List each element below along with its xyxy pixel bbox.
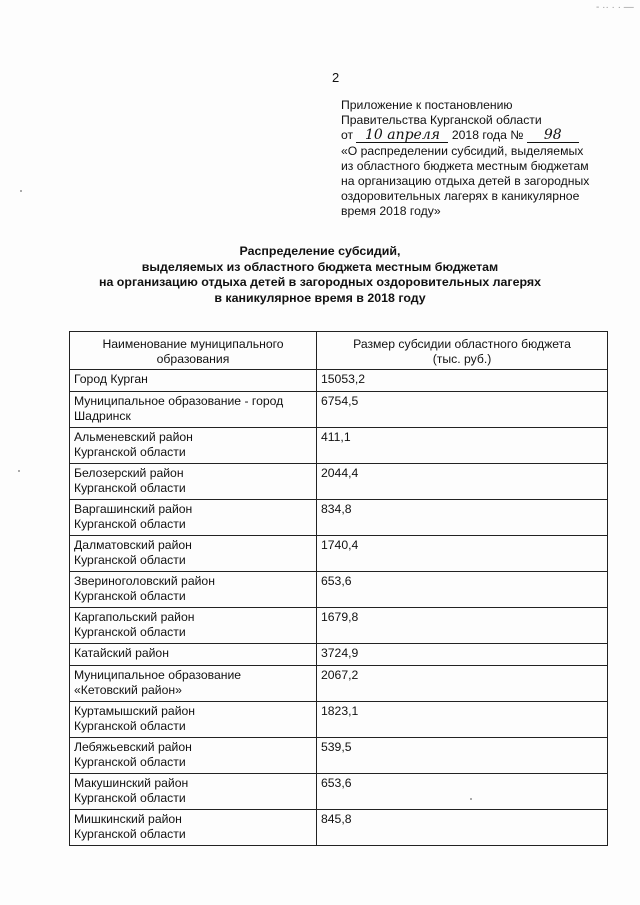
subsidy-table: [69, 331, 608, 846]
municipality-cell: [70, 774, 317, 810]
municipality-name-line: Курганской области: [74, 588, 186, 603]
table-row: [70, 370, 608, 392]
municipality-name-line: Курганской области: [74, 552, 186, 567]
municipality-name-line: Мишкинский район: [74, 812, 182, 826]
municipality-name-line: Курганской области: [74, 480, 186, 495]
table-row: [70, 500, 608, 536]
subsidy-value-cell: 653,6: [317, 774, 608, 810]
table-row: [70, 774, 608, 810]
municipality-name-line: Каргапольский район: [74, 610, 195, 624]
header-text: Наименование муниципального: [102, 337, 284, 351]
municipality-cell: [70, 702, 317, 738]
municipality-name-line: Курганской области: [74, 754, 186, 769]
appendix-line: «О распределении субсидий, выделяемых: [341, 143, 584, 158]
subsidy-value-cell: 653,6: [317, 572, 608, 608]
municipality-name-line: Куртамышский район: [74, 704, 196, 718]
subsidy-value-cell: 2067,2: [317, 666, 608, 702]
table-row: [70, 428, 608, 464]
municipality-name-line: Макушинский район: [74, 776, 189, 790]
municipality-name-line: Муниципальное образование: [74, 668, 242, 682]
municipality-cell: [70, 428, 317, 464]
subsidy-value-cell: 539,5: [317, 738, 608, 774]
municipality-cell: [70, 572, 317, 608]
table-row: [70, 702, 608, 738]
title-line: на организацию отдыха детей в загородных оздоровительных лагерях: [98, 275, 541, 290]
appendix-line: Правительства Курганской области: [341, 113, 542, 128]
page-number: 2: [332, 70, 340, 85]
date-prefix: от: [341, 128, 354, 143]
municipality-cell: [70, 464, 317, 500]
subsidy-value-cell: 834,8: [317, 500, 608, 536]
handwritten-number: 98: [527, 129, 579, 143]
subsidy-value-cell: 411,1: [317, 428, 608, 464]
title-line: в каникулярное время в 2018 году: [214, 290, 426, 305]
table-row: [70, 572, 608, 608]
document-title: [80, 244, 560, 306]
date-mid: 2018 года №: [451, 128, 524, 143]
subsidy-value-cell: 1823,1: [317, 702, 608, 738]
scan-dot: [18, 470, 20, 472]
title-line: Распределение субсидий,: [239, 244, 401, 258]
municipality-name-line: Белозерский район: [74, 466, 184, 480]
municipality-name-line: Шадринск: [74, 408, 131, 423]
municipality-name-line: Курганской области: [74, 624, 186, 639]
header-subsidy: [317, 332, 608, 370]
municipality-cell: [70, 608, 317, 644]
header-text: (тыс. руб.): [432, 351, 492, 366]
municipality-name-line: Курганской области: [74, 516, 186, 531]
municipality-cell: [70, 738, 317, 774]
municipality-name-line: Катайский район: [74, 646, 169, 660]
municipality-name-line: Варгашинский район: [74, 502, 193, 516]
scan-dot: [20, 190, 22, 192]
municipality-cell: [70, 644, 317, 666]
subsidy-value-cell: 3724,9: [317, 644, 608, 666]
appendix-line: оздоровительных лагерях в каникулярное: [341, 189, 580, 204]
table-row: [70, 608, 608, 644]
header-text: образования: [156, 351, 230, 366]
scan-corner-marks: - ·· · · —: [596, 2, 634, 13]
table-row: [70, 666, 608, 702]
table-row: [70, 464, 608, 500]
municipality-name-line: Звериноголовский район: [74, 574, 215, 588]
table-row: [70, 738, 608, 774]
table-row: [70, 810, 608, 846]
municipality-cell: [70, 370, 317, 392]
municipality-name-line: Лебяжьевский район: [74, 740, 192, 754]
subsidy-value-cell: 845,8: [317, 810, 608, 846]
appendix-line: Приложение к постановлению: [341, 98, 513, 112]
appendix-line: на организацию отдыха детей в загородных: [341, 174, 590, 189]
subsidy-value-cell: 6754,5: [317, 392, 608, 428]
municipality-cell: [70, 536, 317, 572]
header-text: Размер субсидии областного бюджета: [353, 337, 571, 351]
appendix-line: время 2018 году»: [341, 204, 441, 219]
subsidy-value-cell: 1679,8: [317, 608, 608, 644]
header-municipality: [70, 332, 317, 370]
title-line: выделяемых из областного бюджета местным бюджетам: [141, 259, 499, 274]
appendix-line: из областного бюджета местным бюджетам: [341, 158, 589, 173]
municipality-name-line: Город Курган: [74, 372, 148, 386]
handwritten-date: 10 апреля: [356, 129, 448, 143]
municipality-name-line: Курганской области: [74, 444, 186, 459]
table-header-row: [70, 332, 608, 370]
municipality-name-line: Курганской области: [74, 790, 186, 805]
municipality-name-line: Муниципальное образование - город: [74, 394, 284, 408]
appendix-date-line: [341, 128, 621, 143]
table-row: [70, 392, 608, 428]
table-row: [70, 536, 608, 572]
subsidy-value-cell: 15053,2: [317, 370, 608, 392]
municipality-name-line: Курганской области: [74, 826, 186, 841]
table-row: [70, 644, 608, 666]
municipality-name-line: Альменевский район: [74, 430, 193, 444]
municipality-cell: [70, 500, 317, 536]
appendix-block: [341, 98, 621, 220]
municipality-cell: [70, 810, 317, 846]
municipality-name-line: Курганской области: [74, 718, 186, 733]
municipality-cell: [70, 666, 317, 702]
municipality-cell: [70, 392, 317, 428]
subsidy-value-cell: 1740,4: [317, 536, 608, 572]
subsidy-value-cell: 2044,4: [317, 464, 608, 500]
municipality-name-line: «Кетовский район»: [74, 682, 182, 697]
municipality-name-line: Далматовский район: [74, 538, 192, 552]
